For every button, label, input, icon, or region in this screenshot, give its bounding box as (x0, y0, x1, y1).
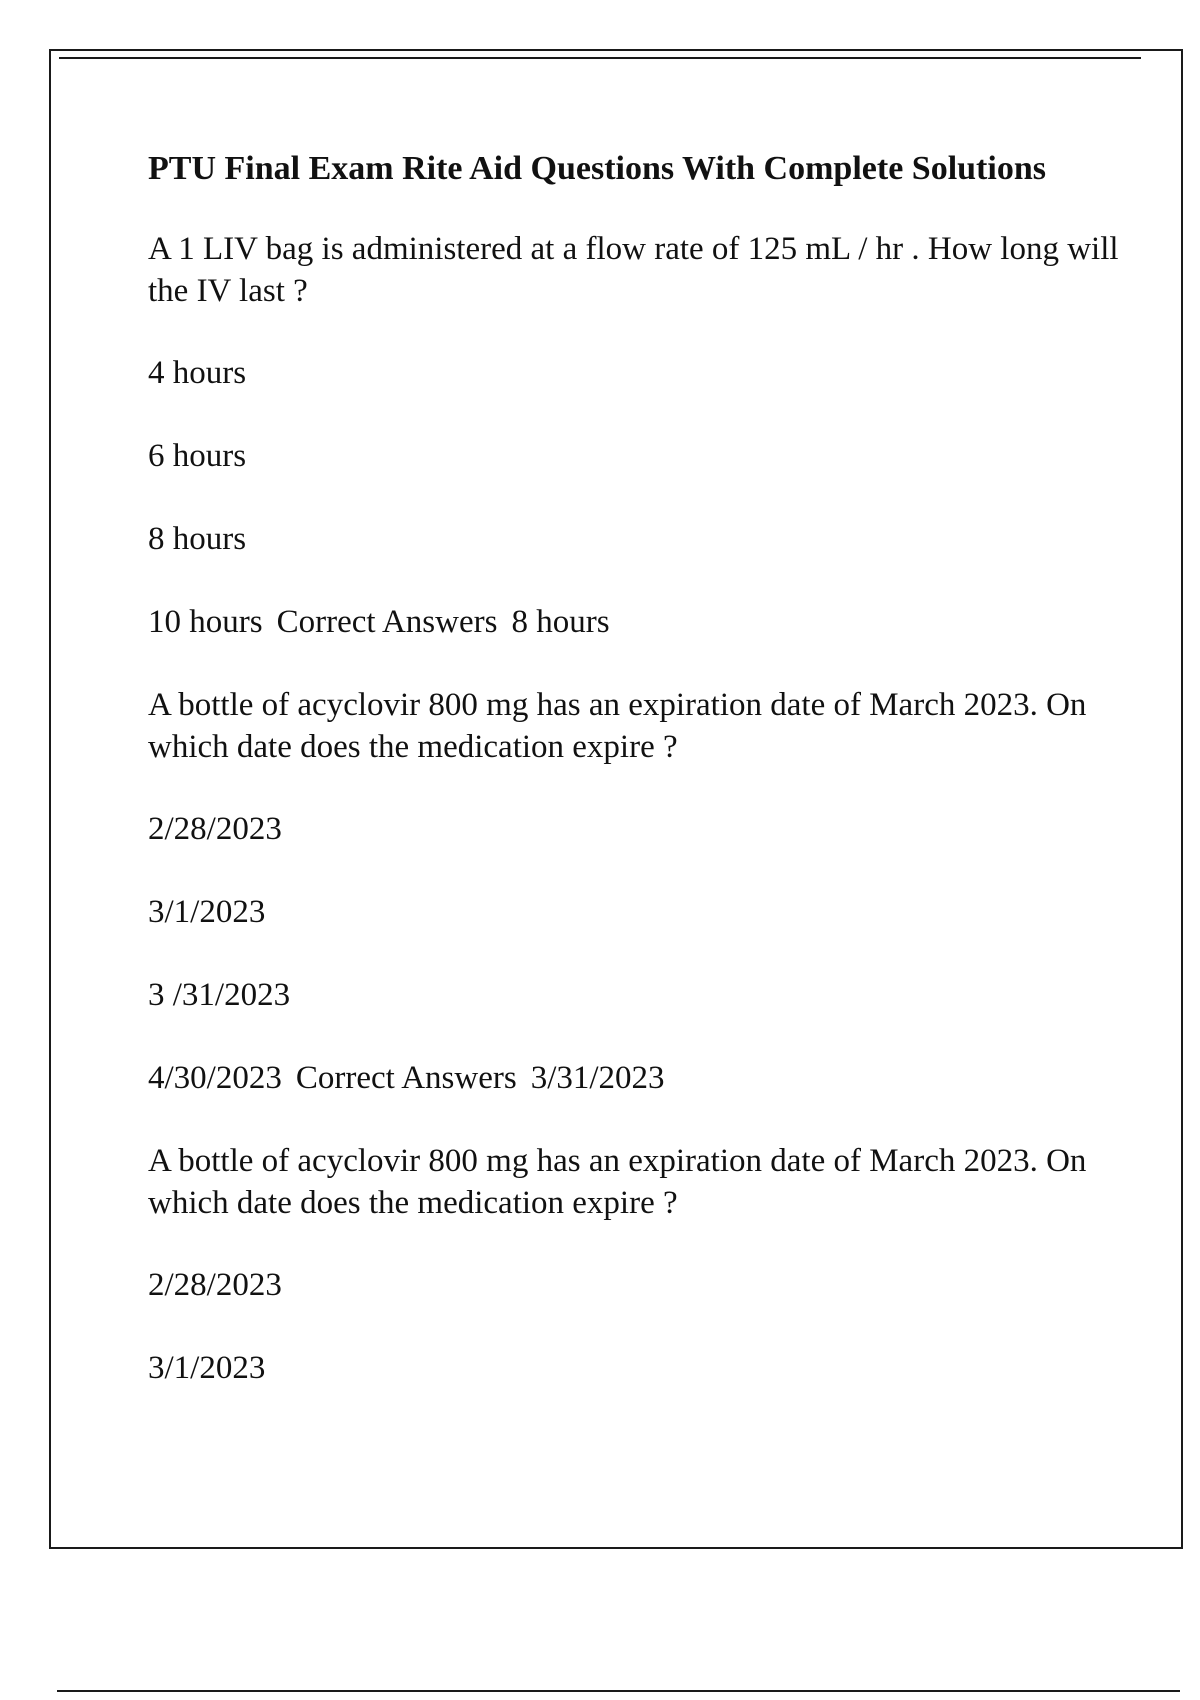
answer-option: 8 hours (148, 521, 247, 557)
answer-option: 3/1/2023 (148, 1350, 266, 1386)
page-frame (49, 49, 1183, 1549)
bottom-rule (57, 1690, 1180, 1692)
question-text: A bottle of acyclovir 800 mg has an expiration date of March 2023. On which date does the medication expire ? (148, 1143, 1087, 1221)
document-content (148, 148, 1128, 1430)
answer-option: 4/30/2023 (148, 1060, 282, 1096)
answer-option: 3/1/2023 (148, 894, 266, 930)
answer-option: 4 hours (148, 355, 247, 391)
correct-answer: 8 hours (511, 604, 610, 640)
question-text: A 1 LIV bag is administered at a flow rate of 125 mL / hr . How long will the IV last ? (148, 231, 1119, 309)
answer-option: 10 hours (148, 604, 263, 640)
document-title: PTU Final Exam Rite Aid Questions With Complete Solutions (148, 150, 1046, 187)
answer-option: 2/28/2023 (148, 811, 282, 847)
question-text: A bottle of acyclovir 800 mg has an expiration date of March 2023. On which date does the medication expire ? (148, 687, 1087, 765)
correct-answers-label: Correct Answers (295, 1060, 517, 1096)
answer-option-with-solution (148, 601, 1128, 643)
answer-option: 2/28/2023 (148, 1267, 282, 1303)
answer-option: 6 hours (148, 438, 247, 474)
top-rule (59, 57, 1141, 59)
correct-answers-label: Correct Answers (276, 604, 498, 640)
correct-answer: 3/31/2023 (530, 1060, 665, 1096)
answer-option-with-solution (148, 1057, 1128, 1099)
answer-option: 3 /31/2023 (148, 977, 291, 1013)
